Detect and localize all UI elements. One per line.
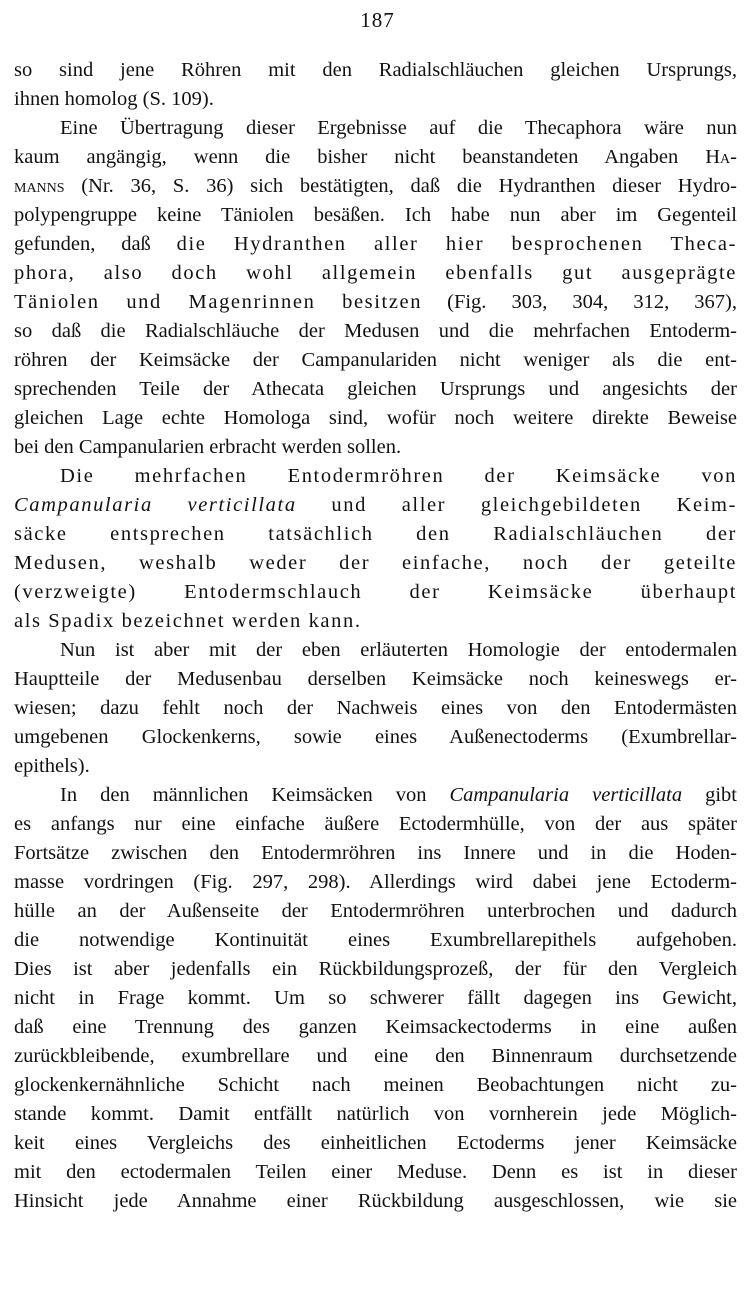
body-text bbox=[14, 56, 737, 1216]
text-segment: wiesen; dazu fehlt noch der Nachweis eines von den Entodermästen bbox=[14, 697, 737, 719]
text-line bbox=[14, 201, 737, 230]
emphasized-text: Medusen, weshalb weder der einfache, noch der geteilte bbox=[14, 552, 737, 574]
text-line bbox=[14, 955, 737, 984]
text-line bbox=[14, 578, 737, 607]
text-line bbox=[14, 462, 737, 491]
text-segment: ihnen homolog (S. 109). bbox=[14, 88, 214, 110]
text-line bbox=[14, 143, 737, 172]
text-line bbox=[14, 752, 737, 781]
text-line bbox=[14, 810, 737, 839]
text-segment: nicht in Frage kommt. Um so schwerer fällt dagegen ins Gewicht, bbox=[14, 987, 737, 1009]
text-line bbox=[14, 172, 737, 201]
text-segment: (Nr. 36, S. 36) sich bestätigten, daß die Hydranthen dieser Hydro- bbox=[64, 175, 737, 197]
author-name: manns bbox=[14, 175, 65, 197]
text-segment: daß eine Trennung des ganzen Keimsackectoderms in eine außen bbox=[14, 1016, 737, 1038]
emphasized-text: säcke entsprechen tatsächlich den Radialschläuchen der bbox=[14, 523, 737, 545]
text-segment: (Fig. 303, 304, 312, 367), bbox=[422, 291, 737, 313]
emphasized-text: und aller gleichgebildeten Keim- bbox=[296, 494, 738, 516]
text-line bbox=[14, 1071, 737, 1100]
text-segment: Dies ist aber jedenfalls ein Rückbildungsprozeß, der für den Vergleich bbox=[14, 958, 737, 980]
text-line bbox=[14, 1042, 737, 1071]
text-line bbox=[14, 404, 737, 433]
text-segment: mit den ectodermalen Teilen einer Meduse. Denn es ist in dieser bbox=[14, 1161, 737, 1183]
text-segment: epithels). bbox=[14, 755, 90, 777]
text-segment: glockenkernähnliche Schicht nach meinen Beobachtungen nicht zu- bbox=[14, 1074, 737, 1096]
emphasized-text: Die mehrfachen Entodermröhren der Keimsäcke von bbox=[60, 465, 737, 487]
text-segment: In den männlichen Keimsäcken von bbox=[60, 784, 450, 806]
text-line bbox=[14, 520, 737, 549]
text-segment: gefunden, daß bbox=[14, 233, 177, 255]
page-number: 187 bbox=[360, 8, 395, 32]
text-segment: keit eines Vergleichs des einheitlichen Ectoderms jener Keimsäcke bbox=[14, 1132, 737, 1154]
text-line bbox=[14, 491, 737, 520]
text-segment: masse vordringen (Fig. 297, 298). Allerdings wird dabei jene Ectoderm- bbox=[14, 871, 737, 893]
text-line bbox=[14, 85, 737, 114]
text-segment: kaum angängig, wenn die bisher nicht beanstandeten Angaben bbox=[14, 146, 706, 168]
text-line bbox=[14, 375, 737, 404]
text-line bbox=[14, 839, 737, 868]
text-line bbox=[14, 926, 737, 955]
text-line bbox=[14, 56, 737, 85]
text-segment: polypengruppe keine Täniolen besäßen. Ich habe nun aber im Gegenteil bbox=[14, 204, 737, 226]
emphasized-text: phora, also doch wohl allgemein ebenfalls gut ausgeprägte bbox=[14, 262, 737, 284]
text-segment: hülle an der Außenseite der Entodermröhren unterbrochen und dadurch bbox=[14, 900, 737, 922]
text-line bbox=[14, 1129, 737, 1158]
text-segment: Nun ist aber mit der eben erläuterten Homologie der entodermalen bbox=[60, 639, 737, 661]
text-segment: gibt bbox=[682, 784, 737, 806]
text-line bbox=[14, 346, 737, 375]
text-line bbox=[14, 665, 737, 694]
text-line bbox=[14, 549, 737, 578]
emphasized-text: die Hydranthen aller hier besprochenen Theca- bbox=[176, 233, 737, 255]
species-name: Campanularia verticillata bbox=[449, 784, 683, 806]
text-segment: Fortsätze zwischen den Entodermröhren ins Innere und in die Hoden- bbox=[14, 842, 737, 864]
text-line bbox=[14, 317, 737, 346]
text-line bbox=[14, 897, 737, 926]
text-line bbox=[14, 694, 737, 723]
text-line bbox=[14, 1100, 737, 1129]
text-line bbox=[14, 636, 737, 665]
text-segment: so sind jene Röhren mit den Radialschläuchen gleichen Ursprungs, bbox=[14, 59, 737, 81]
text-line bbox=[14, 288, 737, 317]
text-segment: gleichen Lage echte Homologa sind, wofür noch weitere direkte Beweise bbox=[14, 407, 737, 429]
text-line bbox=[14, 230, 737, 259]
species-name: Campanularia verticillata bbox=[14, 494, 297, 516]
emphasized-text: Täniolen und Magenrinnen besitzen bbox=[14, 291, 423, 313]
text-line bbox=[14, 433, 737, 462]
text-line bbox=[14, 984, 737, 1013]
text-segment: zurückbleibende, exumbrellare und eine den Binnenraum durchsetzende bbox=[14, 1045, 737, 1067]
emphasized-text: (verzweigte) Entodermschlauch der Keimsäcke überhaupt bbox=[14, 581, 737, 603]
text-segment: bei den Campanularien erbracht werden sollen. bbox=[14, 436, 402, 458]
text-segment: Eine Übertragung dieser Ergebnisse auf die Thecaphora wäre nun bbox=[60, 117, 737, 139]
text-segment: so daß die Radialschläuche der Medusen und die mehrfachen Entoderm- bbox=[14, 320, 737, 342]
text-segment: sprechenden Teile der Athecata gleichen Ursprungs und angesichts der bbox=[14, 378, 737, 400]
author-name: Ha- bbox=[705, 146, 737, 168]
text-line bbox=[14, 114, 737, 143]
text-segment: es anfangs nur eine einfache äußere Ectodermhülle, von der aus später bbox=[14, 813, 737, 835]
emphasized-text: als Spadix bezeichnet werden kann. bbox=[14, 610, 362, 632]
text-segment: Hinsicht jede Annahme einer Rückbildung ausgeschlossen, wie sie bbox=[14, 1190, 737, 1212]
text-segment: umgebenen Glockenkerns, sowie eines Außenectoderms (Exumbrellar- bbox=[14, 726, 737, 748]
text-line bbox=[14, 1013, 737, 1042]
text-line bbox=[14, 1158, 737, 1187]
text-segment: röhren der Keimsäcke der Campanulariden nicht weniger als die ent- bbox=[14, 349, 737, 371]
text-segment: stande kommt. Damit entfällt natürlich von vornherein jede Möglich- bbox=[14, 1103, 737, 1125]
text-line bbox=[14, 607, 737, 636]
text-line bbox=[14, 781, 737, 810]
text-line bbox=[14, 259, 737, 288]
text-segment: Hauptteile der Medusenbau derselben Keimsäcke noch keineswegs er- bbox=[14, 668, 737, 690]
text-line bbox=[14, 723, 737, 752]
text-segment: die notwendige Kontinuität eines Exumbrellarepithels aufgehoben. bbox=[14, 929, 737, 951]
text-line bbox=[14, 868, 737, 897]
text-line bbox=[14, 1187, 737, 1216]
